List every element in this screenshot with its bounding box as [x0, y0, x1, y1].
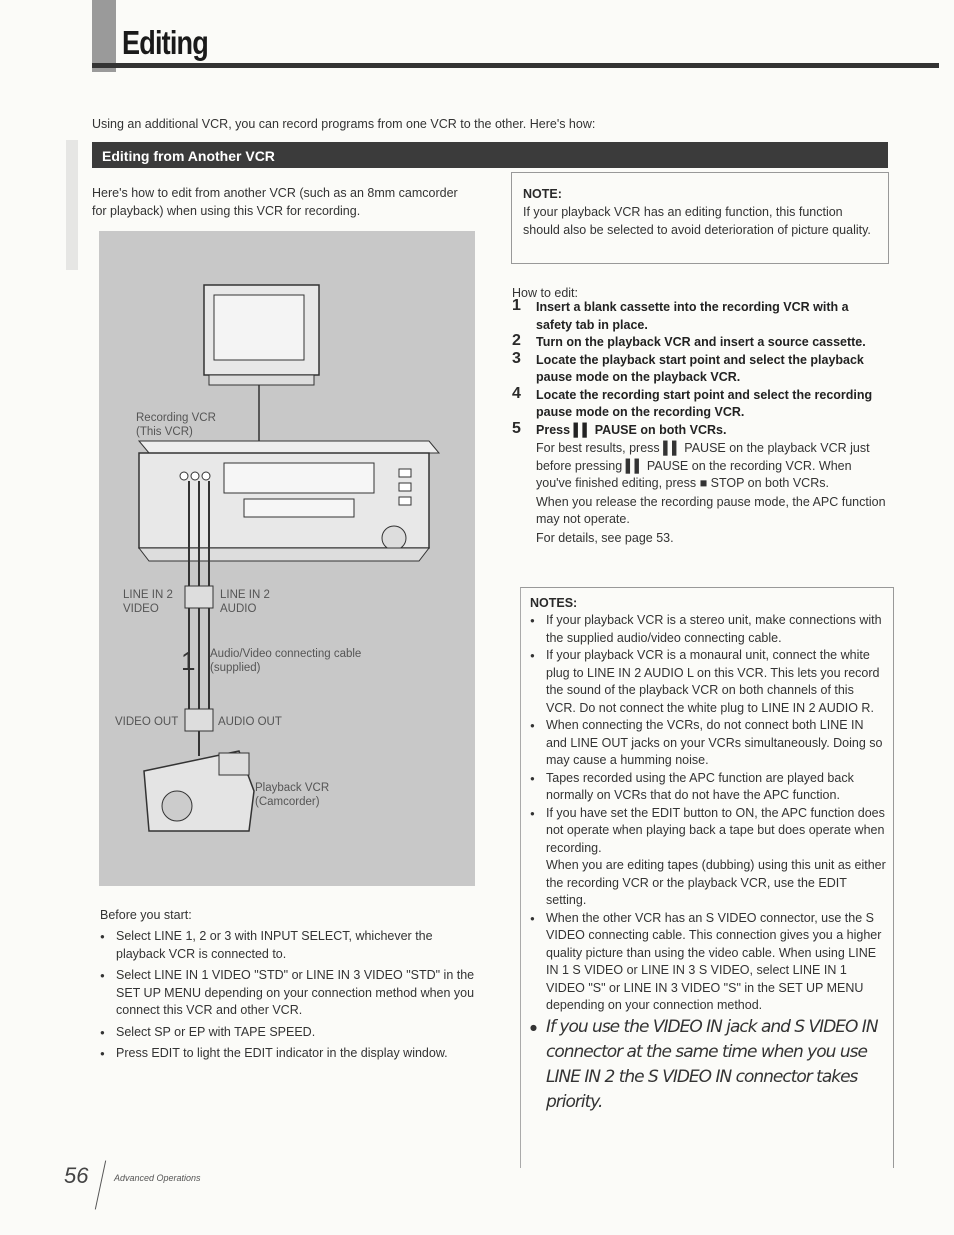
list-item: ● Tapes recorded using the APC function are played back normally on VCRs that do not have the APC function. — [530, 770, 886, 805]
connection-diagram: Recording VCR (This VCR) LINE IN 2 VIDEO LINE IN 2 AUDIO 1 Audio/Video connecting cable (supplied) VIDEO OUT AUDIO OUT Playback VCR (Camcorder) — [99, 231, 475, 886]
list-item: ● When connecting the VCRs, do not connect both LINE IN and LINE OUT jacks on your VCRs simultaneously. Doing so may cause a humming noise. — [530, 717, 886, 770]
page-title: Editing — [122, 24, 208, 61]
list-item: ● If your playback VCR is a stereo unit, make connections with the supplied audio/video connecting cable. — [530, 612, 886, 647]
list-item: ● Press EDIT to light the EDIT indicator in the display window. — [100, 1045, 475, 1063]
title-block — [92, 0, 116, 72]
list-item: ● When the other VCR has an S VIDEO connector, use the S VIDEO connecting cable. This connection gives you a higher quality picture than using the video cable. When using LINE IN 1 S VIDEO or LINE IN 3 S VIDEO, select LINE IN 1 VIDEO "S" or LINE IN 3 VIDEO "S" in the SET UP MENU depending on your connection method. — [530, 910, 886, 1015]
before-list — [100, 928, 475, 1067]
notes-heading: NOTES: — [530, 596, 578, 610]
steps-list — [512, 299, 888, 547]
list-item: ● If you have set the EDIT button to ON, the APC function does not operate when playing back a tape but does operate when recording. When you are editing tapes (dubbing) using this unit as either the recording VCR or the playback VCR, use the EDIT setting. — [530, 805, 886, 910]
label-video-out: VIDEO OUT — [115, 716, 179, 728]
handwritten-note: ● If you use the VIDEO IN jack and S VIDEO IN connector at the same time when you use LINE IN 2 the S VIDEO IN connector takes priority. — [530, 1015, 886, 1115]
footer-section: Advanced Operations — [114, 1173, 201, 1183]
page-number: 56 — [64, 1163, 89, 1188]
step-2: 2 Turn on the playback VCR and insert a source cassette. — [512, 332, 866, 349]
label-audio-out: AUDIO OUT — [218, 716, 282, 728]
left-intro-text: Here's how to edit from another VCR (such as an 8mm camcorder for playback) when using this VCR for recording. — [92, 186, 458, 218]
list-item: ● If your playback VCR is a monaural unit, connect the white plug to LINE IN 2 AUDIO L on this VCR. This lets you record the sound of the playback VCR on both channels of this VCR. Do not connect the white plug to LINE IN 2 AUDIO R. — [530, 647, 886, 717]
note-box — [511, 172, 889, 264]
footer-divider — [95, 1160, 106, 1209]
page-spine-shadow — [66, 140, 78, 270]
step-4: 4 Locate the recording start point and select the recording pause mode on the recording VCR. — [512, 384, 873, 419]
label-line-in-video: LINE IN 2 — [123, 589, 173, 601]
label-line-in-audio: LINE IN 2 — [220, 589, 270, 601]
before-heading: Before you start: — [100, 908, 192, 922]
section-title: Editing from Another VCR — [102, 148, 275, 164]
note-heading: NOTE: — [523, 187, 562, 201]
step-1: 1 Insert a blank cassette into the recording VCR with a safety tab in place. — [512, 297, 849, 332]
howto-heading: How to edit: — [512, 286, 579, 300]
section-bar — [92, 142, 888, 168]
label-playback-vcr: Playback VCR — [255, 782, 330, 794]
title-rule — [92, 63, 939, 68]
list-item: ● Select SP or EP with TAPE SPEED. — [100, 1024, 475, 1042]
note-text: If your playback VCR has an editing function, this function should also be selected to avoid deterioration of picture quality. — [523, 205, 871, 237]
label-cable-number: 1 — [181, 646, 196, 676]
step-3: 3 Locate the playback start point and select the playback pause mode on the playback VCR. — [512, 349, 864, 384]
notes-list — [530, 612, 886, 1115]
vcr-icon — [139, 441, 439, 453]
label-recording-vcr: Recording VCR — [136, 412, 216, 424]
list-item: ● Select LINE IN 1 VIDEO "STD" or LINE IN 3 VIDEO "STD" in the SET UP MENU depending on your connection method when you connect this VCR and other VCR. — [100, 967, 475, 1020]
list-item: ● Select LINE 1, 2 or 3 with INPUT SELECT, whichever the playback VCR is connected to. — [100, 928, 475, 963]
notes-box — [520, 587, 894, 1168]
intro-text: Using an additional VCR, you can record programs from one VCR to the other. Here's how: — [92, 117, 596, 131]
step-5: 5 Press ▌▌ PAUSE on both VCRs. For best results, press ▌▌ PAUSE on the playback VCR just before pressing ▌▌ PAUSE on the recording VCR. When you've finished editing, press ■ STOP on both VCRs. When you release the recording pause mode, the APC function may not operate. For details, see page 53. — [512, 419, 886, 545]
label-cable: Audio/Video connecting cable — [210, 648, 362, 660]
